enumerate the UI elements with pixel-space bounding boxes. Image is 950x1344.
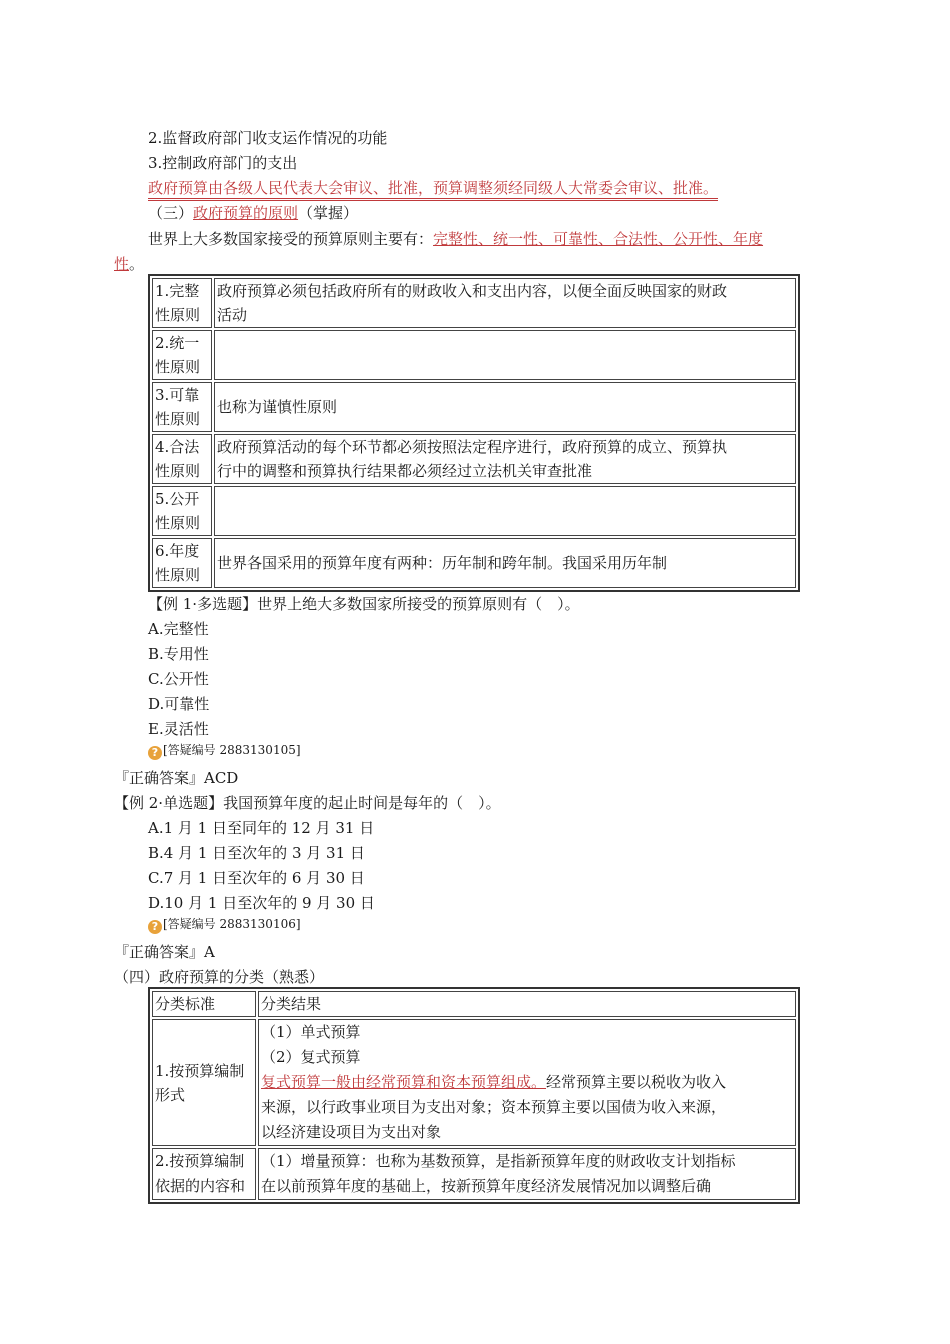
example2-option-d: D.10 月 1 日至次年的 9 月 30 日 [148,894,375,912]
principle-desc-cell [214,486,796,536]
example1-option-d: D.可靠性 [148,695,210,713]
example1-qa-id[interactable]: [答疑编号 2883130105] [163,743,301,757]
example1-question: 【例 1·多选题】世界上绝大多数国家所接受的预算原则有（ ）。 [148,595,580,613]
principle-desc: 行中的调整和预算执行结果都必须经过立法机关审查批准 [217,462,593,480]
section3-suffix: （掌握） [298,204,359,222]
example1-option-e: E.灵活性 [148,720,209,738]
row2-right-text: 在以前预算年度的基础上，按新预算年度经济发展情况加以调整后确 [261,1177,712,1195]
text-line-1: 2.监督政府部门收支运作情况的功能 [148,129,388,147]
question-circle-icon: ? [148,746,162,760]
row2-left-text: 2.按预算编制 [155,1152,245,1170]
question-circle-icon: ? [148,920,162,934]
example2-qa-link[interactable] [148,914,301,934]
table-row [152,382,796,432]
principles-list-a: 完整性、统一性、可靠性、合法性、公开性、年度 [433,230,764,248]
table-header-row [152,991,796,1017]
principles-end: 。 [129,255,145,273]
red-note [148,178,718,198]
row1-right [258,1019,796,1146]
principles-table [148,274,800,592]
example2-option-c: C.7 月 1 日至次年的 6 月 30 日 [148,869,365,887]
row1-left [152,1019,256,1146]
row2-left-text: 依据的内容和 [155,1177,246,1195]
example2-option-a: A.1 月 1 日至同年的 12 月 31 日 [148,819,375,837]
principle-desc: 政府预算活动的每个环节都必须按照法定程序进行，政府预算的成立、预算执 [217,438,728,456]
example2-option-b: B.4 月 1 日至次年的 3 月 31 日 [148,844,365,862]
header-left: 分类标准 [152,991,256,1017]
header-right: 分类结果 [258,991,796,1017]
row2-right-text: （1）增量预算：也称为基数预算，是指新预算年度的财政收支计划指标 [261,1152,736,1170]
principle-name: 性原则 [155,306,201,324]
section3-title: 政府预算的原则 [193,204,299,222]
row1-item2: （2）复式预算 [261,1048,361,1066]
principle-desc-cell [214,538,796,588]
principle-desc-cell [214,434,796,484]
example2-answer: 『正确答案』A [114,943,215,961]
principle-name: 性原则 [155,566,201,584]
principle-name: 5.公开 [155,490,200,508]
principle-name: 2.统一 [155,334,200,352]
section4-heading: （四）政府预算的分类（熟悉） [114,968,325,986]
principle-name: 性原则 [155,410,201,428]
principles-intro-cont [114,254,144,274]
section3-prefix: （三） [148,204,194,222]
table-row [152,1019,796,1146]
table-row [152,434,796,484]
example1-answer: 『正确答案』ACD [114,769,239,787]
table-row [152,1148,796,1200]
example2-qa-id[interactable]: [答疑编号 2883130106] [163,917,301,931]
example1-option-c: C.公开性 [148,670,209,688]
principle-desc: 世界各国采用的预算年度有两种：历年制和跨年制。我国采用历年制 [217,554,668,572]
row2-left [152,1148,256,1200]
table-row [152,278,796,328]
principle-desc: 政府预算必须包括政府所有的财政收入和支出内容，以便全面反映国家的财政 [217,282,728,300]
principle-desc-cell [214,330,796,380]
principle-desc: 活动 [217,306,248,324]
principle-name-cell [152,278,212,328]
row1-left-text: 形式 [155,1085,186,1104]
principle-name: 性原则 [155,514,201,532]
principle-name-cell [152,382,212,432]
principle-name-cell [152,330,212,380]
principle-name: 4.合法 [155,438,200,456]
principle-desc-cell [214,382,796,432]
principles-intro [148,229,763,249]
principle-name: 1.完整 [155,282,200,300]
principle-name: 3.可靠 [155,386,200,404]
example1-qa-link[interactable] [148,740,301,760]
red-note-text: 政府预算由各级人民代表大会审议、批准，预算调整须经同级人大常委会审议、批准。 [148,179,718,201]
principle-name-cell [152,434,212,484]
example2-question: 【例 2·单选题】我国预算年度的起止时间是每年的（ ）。 [114,794,501,812]
principle-name: 性原则 [155,358,201,376]
row1-rest: 经常预算主要以税收为收入 [546,1073,727,1091]
principles-intro-text: 世界上大多数国家接受的预算原则主要有： [148,230,434,248]
principle-desc: 也称为谨慎性原则 [217,398,338,416]
example1-option-a: A.完整性 [148,620,209,638]
row1-red-text: 复式预算一般由经常预算和资本预算组成。 [261,1073,547,1091]
row2-right [258,1148,796,1200]
text-line-2: 3.控制政府部门的支出 [148,154,298,172]
principle-name-cell [152,538,212,588]
table-row [152,330,796,380]
principles-list-b: 性 [114,255,130,273]
row1-rest: 以经济建设项目为支出对象 [261,1123,442,1141]
principle-name-cell [152,486,212,536]
row1-item1: （1）单式预算 [261,1023,361,1041]
principle-desc-cell [214,278,796,328]
principle-name: 性原则 [155,462,201,480]
table-row [152,538,796,588]
row1-rest: 来源，以行政事业项目为支出对象；资本预算主要以国债为收入来源， [261,1098,727,1116]
principle-name: 6.年度 [155,542,200,560]
section3-heading [148,203,358,223]
classification-table [148,987,800,1204]
table-row [152,486,796,536]
row1-left-text: 1.按预算编制 [155,1061,245,1080]
example1-option-b: B.专用性 [148,645,209,663]
